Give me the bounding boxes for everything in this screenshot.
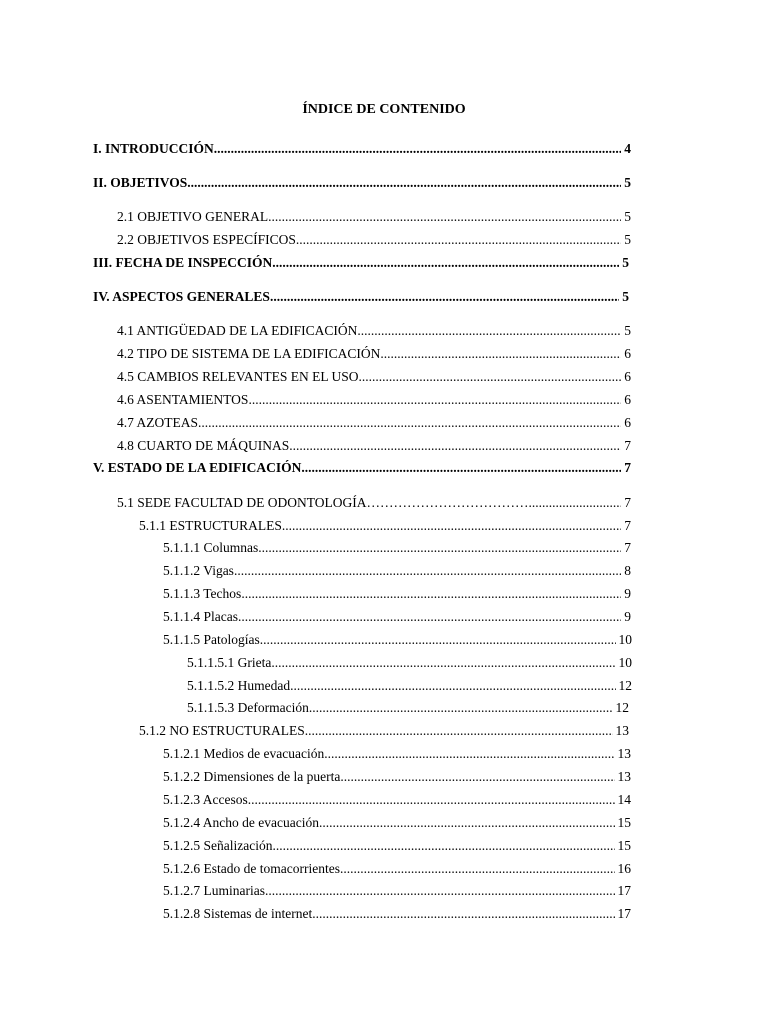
toc-entry-page: 6: [624, 369, 631, 384]
toc-entry-label: 5.1.2.3 Accesos: [163, 792, 248, 807]
toc-entry-label: 5.1.2.1 Medios de evacuación: [163, 746, 325, 761]
toc-entry-label: 5.1.1.5 Patologías: [163, 632, 260, 647]
toc-leader-dots: [248, 391, 621, 408]
toc-entry-page: 13: [615, 723, 629, 738]
toc-entry: [163, 768, 631, 785]
toc-entry-page: 5: [622, 255, 629, 270]
toc-leader-dots: [340, 768, 614, 785]
toc-entry-page: 13: [617, 746, 631, 761]
toc-entry-label: 5.1.1.2 Vigas: [163, 563, 234, 578]
toc-entry-label: 2.1 OBJETIVO GENERAL: [117, 209, 269, 224]
toc-entry-page: 7: [624, 438, 631, 453]
toc-entry-label: 5.1.1 ESTRUCTURALES: [139, 518, 282, 533]
toc-entry-label: 5.1.2.2 Dimensiones de la puerta: [163, 769, 341, 784]
toc-entry-label: 5.1.2.6 Estado de tomacorrientes: [163, 861, 340, 876]
toc-entry: [139, 517, 631, 534]
toc-entry-label: 2.2 OBJETIVOS ESPECÍFICOS: [117, 232, 296, 247]
toc-entry: [187, 654, 632, 671]
toc-leader-dots: [234, 562, 621, 579]
toc-entry-page: 15: [617, 838, 631, 853]
toc-entry: [117, 231, 631, 248]
toc-entry: [93, 459, 631, 476]
toc-leader-dots: [272, 837, 614, 854]
toc-leader-dots: [271, 654, 615, 671]
toc-entry-page: 5: [622, 289, 629, 304]
toc-entry-label: V. ESTADO DE LA EDIFICACIÓN: [93, 460, 302, 475]
toc-entry-page: 5: [624, 232, 631, 247]
toc-entry-label: 5.1.2 NO ESTRUCTURALES: [139, 723, 305, 738]
toc-entry-label: 5.1.2.5 Señalización: [163, 838, 273, 853]
toc-entry-page: 5: [624, 323, 631, 338]
toc-entry-page: 12: [618, 678, 632, 693]
toc-entry: [163, 882, 631, 899]
toc-entry-page: 14: [617, 792, 631, 807]
toc-entry-label: 4.6 ASENTAMIENTOS: [117, 392, 249, 407]
toc-leader-dots: [260, 631, 616, 648]
toc-entry: [163, 791, 631, 808]
toc-entry-page: 6: [624, 415, 631, 430]
toc-entry-label: 5.1.1.4 Placas: [163, 609, 238, 624]
toc-entry: [139, 722, 629, 739]
toc-entry: [163, 585, 631, 602]
toc-entry-page: 17: [617, 883, 631, 898]
toc-entry-page: 4: [624, 141, 631, 156]
toc-leader-dots: [258, 539, 621, 556]
toc-entry: [117, 208, 631, 225]
toc-entry-label: 5.1.1.5.1 Grieta: [187, 655, 272, 670]
toc-leader-dots: [367, 494, 622, 511]
toc-entry: [163, 539, 631, 556]
toc-entry: [163, 562, 631, 579]
toc-entry-label: 5.1.1.5.2 Humedad: [187, 678, 291, 693]
toc-leader-dots: [359, 368, 622, 385]
toc-entry: [117, 437, 631, 454]
toc-entry: [163, 631, 632, 648]
toc-leader-dots: [238, 608, 621, 625]
toc-entry-label: 5.1.2.4 Ancho de evacuación: [163, 815, 319, 830]
toc-entry-label: I. INTRODUCCIÓN: [93, 141, 214, 156]
toc-entry: [117, 345, 631, 362]
toc-title: ÍNDICE DE CONTENIDO: [302, 102, 466, 117]
toc-entry-label: 5.1.1.5.3 Deformación: [187, 700, 309, 715]
toc-leader-dots: [187, 174, 621, 191]
toc-entry-page: 7: [624, 540, 631, 555]
toc-leader-dots: [248, 791, 615, 808]
toc-entry-page: 5: [624, 209, 631, 224]
toc-entry-label: 4.8 CUARTO DE MÁQUINAS: [117, 438, 290, 453]
toc-entry-page: 9: [624, 586, 631, 601]
toc-entry-page: 15: [617, 815, 631, 830]
toc-leader-dots: [340, 860, 615, 877]
toc-entry-label: 5.1.1.3 Techos: [163, 586, 242, 601]
toc-leader-dots: [268, 208, 621, 225]
toc-entry: [117, 368, 631, 385]
toc-entry: [163, 745, 631, 762]
toc-leader-dots: [290, 677, 615, 694]
toc-entry: [93, 174, 631, 191]
toc-leader-dots: [380, 345, 621, 362]
toc-entry-label: 4.5 CAMBIOS RELEVANTES EN EL USO: [117, 369, 359, 384]
toc-entry-page: 13: [617, 769, 631, 784]
toc-leader-dots: [309, 699, 613, 716]
toc-entry-page: 16: [617, 861, 631, 876]
toc-entry-page: 12: [615, 700, 629, 715]
toc-entry-page: 7: [624, 518, 631, 533]
toc-entry-label: 4.1 ANTIGÜEDAD DE LA EDIFICACIÓN: [117, 323, 358, 338]
toc-entry-label: 4.2 TIPO DE SISTEMA DE LA EDIFICACIÓN: [117, 346, 381, 361]
toc-entry: [93, 254, 629, 271]
toc-leader-dots: [296, 231, 621, 248]
toc-leader-dots: [324, 745, 614, 762]
toc-entry-label: 5.1 SEDE FACULTAD DE ODONTOLOGÍA: [117, 495, 367, 510]
toc-leader-dots: [319, 814, 615, 831]
toc-leader-dots: [270, 288, 619, 305]
toc-leader-dots: [312, 905, 614, 922]
toc-entry-page: 10: [618, 655, 632, 670]
toc-leader-dots: [241, 585, 621, 602]
toc-entry: [163, 837, 631, 854]
toc-entry: [117, 414, 631, 431]
toc-entry-page: 5: [624, 175, 631, 190]
toc-leader-dots: [301, 459, 621, 476]
toc-leader-dots: [305, 722, 613, 739]
toc-entry-label: IV. ASPECTOS GENERALES: [93, 289, 270, 304]
toc-leader-dots: [265, 882, 615, 899]
toc-entry-page: 6: [624, 392, 631, 407]
toc-leader-dots: [357, 322, 621, 339]
toc-leader-dots: [272, 254, 619, 271]
toc-entry: [93, 140, 631, 157]
toc-leader-dots: [289, 437, 621, 454]
toc-entry: [163, 860, 631, 877]
toc-entry: [117, 391, 631, 408]
toc-entry-label: 5.1.1.1 Columnas: [163, 540, 259, 555]
toc-entry-page: 8: [624, 563, 631, 578]
toc-entry-label: 4.7 AZOTEAS: [117, 415, 198, 430]
toc-entry: [117, 494, 631, 511]
toc-entry: [163, 905, 631, 922]
toc-entry-page: 9: [624, 609, 631, 624]
toc-entry: [187, 699, 629, 716]
toc-entry-label: III. FECHA DE INSPECCIÓN: [93, 255, 273, 270]
toc-entry-label: II. OBJETIVOS: [93, 175, 188, 190]
toc-leader-dots: [282, 517, 621, 534]
toc-entry-page: 7: [624, 495, 631, 510]
toc-entry-label: 5.1.2.8 Sistemas de internet: [163, 906, 313, 921]
toc-entry-label: 5.1.2.7 Luminarias: [163, 883, 265, 898]
toc-entry: [187, 677, 632, 694]
toc-entry: [163, 814, 631, 831]
toc-entry: [117, 322, 631, 339]
toc-entry: [163, 608, 631, 625]
toc-leader-dots: [214, 140, 621, 157]
toc-entry-page: 10: [618, 632, 632, 647]
toc-leader-dots: [198, 414, 621, 431]
toc-entry-page: 17: [617, 906, 631, 921]
toc-entry-page: 7: [624, 460, 631, 475]
toc-entry: [93, 288, 629, 305]
toc-entry-page: 6: [624, 346, 631, 361]
